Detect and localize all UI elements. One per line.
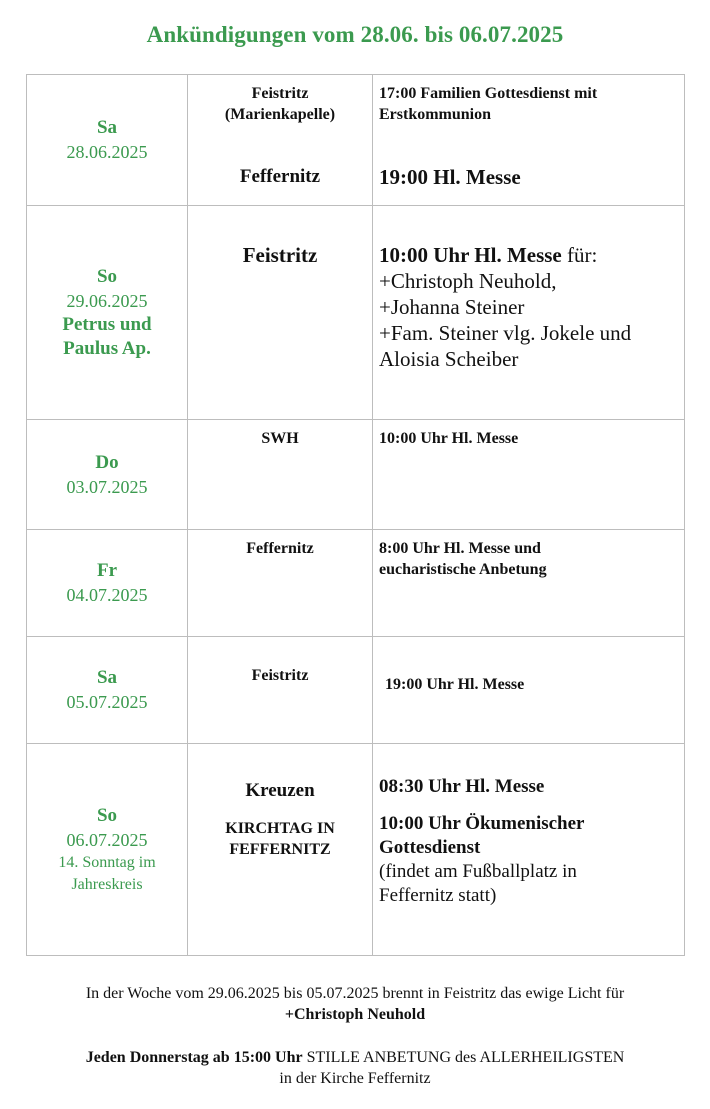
location: Feffernitz — [239, 166, 321, 187]
notice-text: in der Kirche Feffernitz — [279, 1070, 431, 1087]
date-cell — [27, 75, 188, 206]
weekday: Sa — [96, 117, 118, 138]
service-text: 19:00 Uhr Hl. Messe — [385, 676, 525, 693]
location-cell — [188, 530, 373, 637]
notice-name: +Christoph Neuhold — [284, 1006, 426, 1023]
date-cell — [27, 637, 188, 744]
intention: +Johanna Steiner — [379, 295, 525, 319]
intention: Aloisia Scheiber — [379, 347, 519, 371]
weekday: Sa — [96, 667, 118, 688]
event-note: FEFFERNITZ — [229, 841, 331, 858]
date: 04.07.2025 — [66, 585, 148, 605]
adoration-notice — [0, 1047, 710, 1089]
notice-text: STILLE ANBETUNG des ALLERHEILIGSTEN — [302, 1049, 625, 1066]
intention: +Christoph Neuhold, — [379, 269, 557, 293]
notice-text: In der Woche vom 29.06.2025 bis 05.07.2025 brennt in Feistritz das ewige Licht für — [85, 985, 625, 1002]
date: 29.06.2025 — [66, 290, 148, 311]
location-cell — [188, 420, 373, 530]
weekday: Fr — [96, 560, 118, 581]
location: Feffernitz — [246, 540, 314, 557]
table-row — [27, 530, 685, 637]
date-cell — [27, 744, 188, 956]
location: Feistritz — [251, 667, 309, 684]
service-cell — [373, 744, 685, 956]
location-cell — [188, 75, 373, 206]
date-cell — [27, 420, 188, 530]
service-text: Erstkommunion — [379, 106, 492, 123]
service-text: 10:00 Uhr Ökumenischer — [379, 813, 585, 834]
service-cell — [373, 206, 685, 420]
service-text: 08:30 Uhr Hl. Messe — [379, 776, 545, 797]
weekday: So — [96, 265, 118, 287]
feast-name: Petrus und — [62, 313, 152, 335]
location-cell — [188, 637, 373, 744]
weekday: So — [96, 804, 118, 826]
service-cell — [373, 530, 685, 637]
page-title: Ankündigungen vom 28.06. bis 06.07.2025 — [146, 22, 564, 47]
service-text: eucharistische Anbetung — [379, 561, 547, 578]
service-cell — [373, 637, 685, 744]
schedule-table — [26, 74, 685, 956]
weekday: Do — [95, 451, 119, 473]
location: Feistritz — [251, 85, 309, 102]
date: 06.07.2025 — [66, 829, 148, 850]
location: Kreuzen — [245, 780, 315, 801]
date: 28.06.2025 — [66, 142, 148, 162]
date-cell — [27, 530, 188, 637]
event-note: KIRCHTAG IN — [225, 820, 335, 837]
table-row — [27, 744, 685, 956]
location: Feistritz — [242, 243, 318, 267]
service-note: Feffernitz statt) — [379, 885, 497, 906]
location-detail: (Marienkapelle) — [224, 106, 336, 123]
service-text: 8:00 Uhr Hl. Messe und — [379, 540, 541, 557]
date: 03.07.2025 — [66, 476, 148, 497]
liturgical-note: Jahreskreis — [71, 875, 143, 893]
service-cell — [373, 420, 685, 530]
service-text: 17:00 Familien Gottesdienst mit — [379, 85, 598, 102]
service-note: (findet am Fußballplatz in — [379, 861, 577, 882]
table-row — [27, 75, 685, 206]
notice-bold: Jeden Donnerstag ab 15:00 Uhr — [85, 1049, 303, 1066]
location-cell — [188, 744, 373, 956]
service-text: 19:00 Hl. Messe — [379, 165, 521, 189]
location: SWH — [261, 430, 299, 447]
service-text: 10:00 Uhr Hl. Messe — [379, 243, 562, 267]
table-row — [27, 637, 685, 744]
service-text: 10:00 Uhr Hl. Messe — [379, 430, 519, 447]
service-text: für: — [561, 243, 598, 267]
service-text: Gottesdienst — [379, 837, 481, 858]
date: 05.07.2025 — [66, 692, 148, 712]
feast-name: Paulus Ap. — [63, 337, 151, 359]
liturgical-note: 14. Sonntag im — [58, 853, 156, 871]
table-row — [27, 206, 685, 420]
service-cell — [373, 75, 685, 206]
intention: +Fam. Steiner vlg. Jokele und — [379, 321, 632, 345]
date-cell — [27, 206, 188, 420]
location-cell — [188, 206, 373, 420]
eternal-light-notice — [0, 983, 710, 1025]
table-row — [27, 420, 685, 530]
